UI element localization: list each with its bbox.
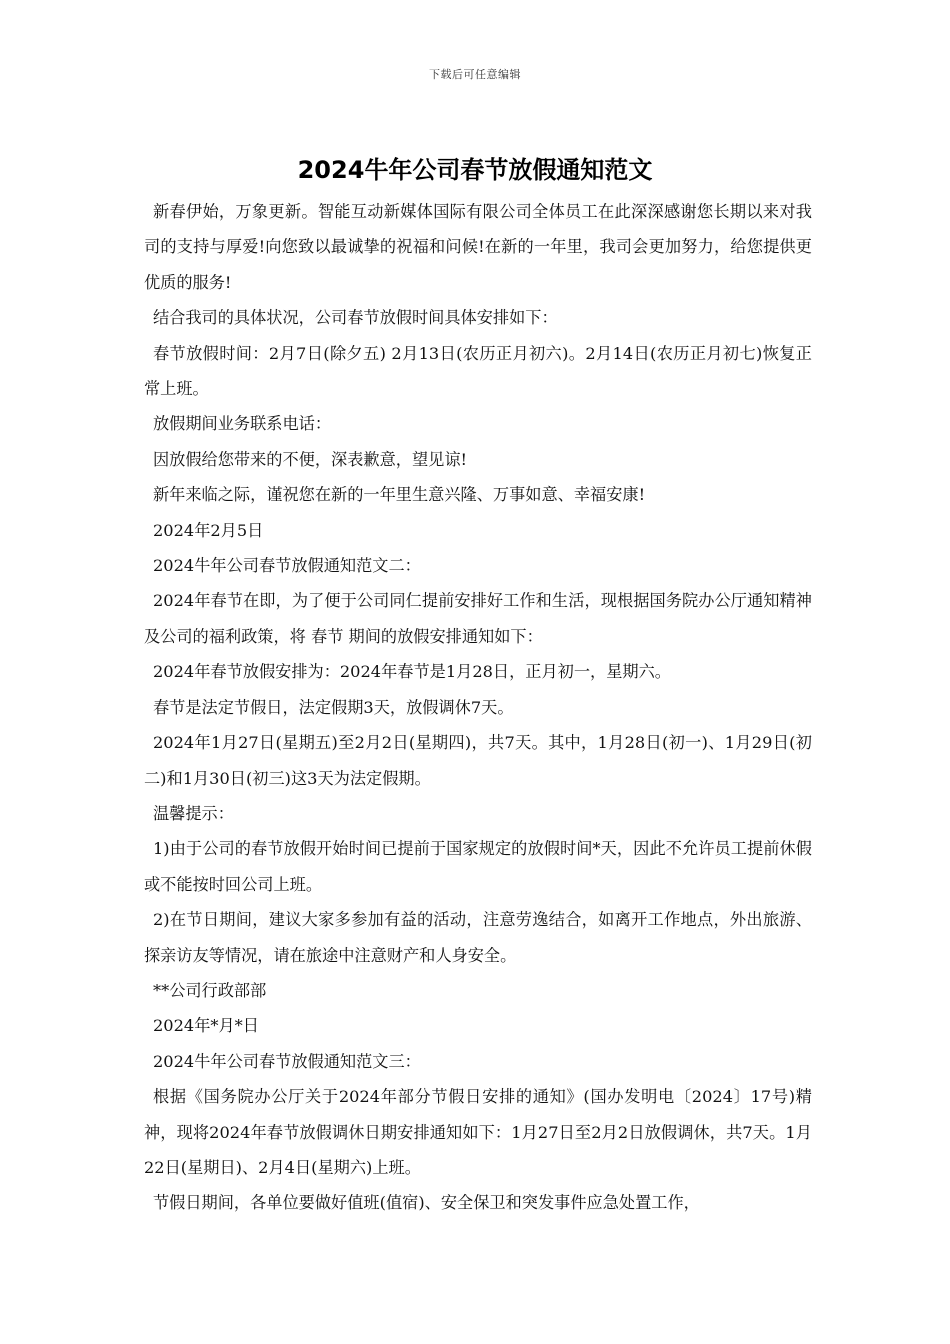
paragraph-tips-heading: 温馨提示： bbox=[153, 803, 234, 823]
paragraph: 新春伊始，万象更新。智能互动新媒体国际有限公司全体员工在此深深感谢您长期以来对我司的支持与厚爱!向您致以最诚挚的祝福和问候!在新的一年里，我司会更加努力，给您提供更优质的服务! bbox=[144, 202, 812, 292]
paragraph-date: 2024年2月5日 bbox=[153, 520, 264, 540]
header-note: 下载后可任意编辑 bbox=[429, 68, 521, 81]
paragraph: 节假日期间，各单位要做好值班(值宿)、安全保卫和突发事件应急处置工作， bbox=[153, 1193, 700, 1213]
section-heading-three: 2024牛年公司春节放假通知范文三： bbox=[153, 1051, 421, 1071]
paragraph: 根据《国务院办公厅关于2024年部分节假日安排的通知》(国办发明电〔2024〕17号)精神，现将2024年春节放假调休日期安排通知如下：1月27日至2月2日放假调休，共7天。1月22日(星期日)、2月4日(星期六)上班。 bbox=[144, 1087, 812, 1177]
paragraph: 春节放假时间：2月7日(除夕五) 2月13日(农历正月初六)。2月14日(农历正月初七)恢复正常上班。 bbox=[144, 343, 812, 399]
paragraph: 春节是法定节假日，法定假期3天，放假调休7天。 bbox=[153, 697, 514, 717]
paragraph-signature: **公司行政部部 bbox=[153, 980, 267, 1000]
section-heading-two: 2024牛年公司春节放假通知范文二： bbox=[153, 556, 421, 576]
paragraph: 放假期间业务联系电话： bbox=[153, 414, 332, 434]
document-body bbox=[144, 194, 812, 1221]
paragraph: 结合我司的具体状况，公司春节放假时间具体安排如下： bbox=[153, 308, 558, 328]
paragraph: 新年来临之际，谨祝您在新的一年里生意兴隆、万事如意、幸福安康! bbox=[153, 485, 646, 505]
document-title: 2024牛年公司春节放假通知范文 bbox=[297, 156, 653, 184]
paragraph-tip-2: 2)在节日期间，建议大家多参加有益的活动，注意劳逸结合，如离开工作地点，外出旅游、探亲访友等情况，请在旅途中注意财产和人身安全。 bbox=[144, 910, 812, 965]
paragraph: 2024年春节放假安排为：2024年春节是1月28日，正月初一，星期六。 bbox=[153, 662, 671, 682]
paragraph: 因放假给您带来的不便，深表歉意，望见谅! bbox=[153, 449, 468, 469]
paragraph-date: 2024年*月*日 bbox=[153, 1016, 259, 1036]
paragraph: 2024年春节在即，为了便于公司同仁提前安排好工作和生活，现根据国务院办公厅通知精神及公司的福利政策，将 春节 期间的放假安排通知如下： bbox=[144, 591, 812, 646]
paragraph-tip-1: 1)由于公司的春节放假开始时间已提前于国家规定的放假时间*天，因此不允许员工提前休假或不能按时回公司上班。 bbox=[144, 839, 812, 894]
paragraph: 2024年1月27日(星期五)至2月2日(星期四)，共7天。其中，1月28日(初一)、1月29日(初二)和1月30日(初三)这3天为法定假期。 bbox=[144, 733, 812, 788]
